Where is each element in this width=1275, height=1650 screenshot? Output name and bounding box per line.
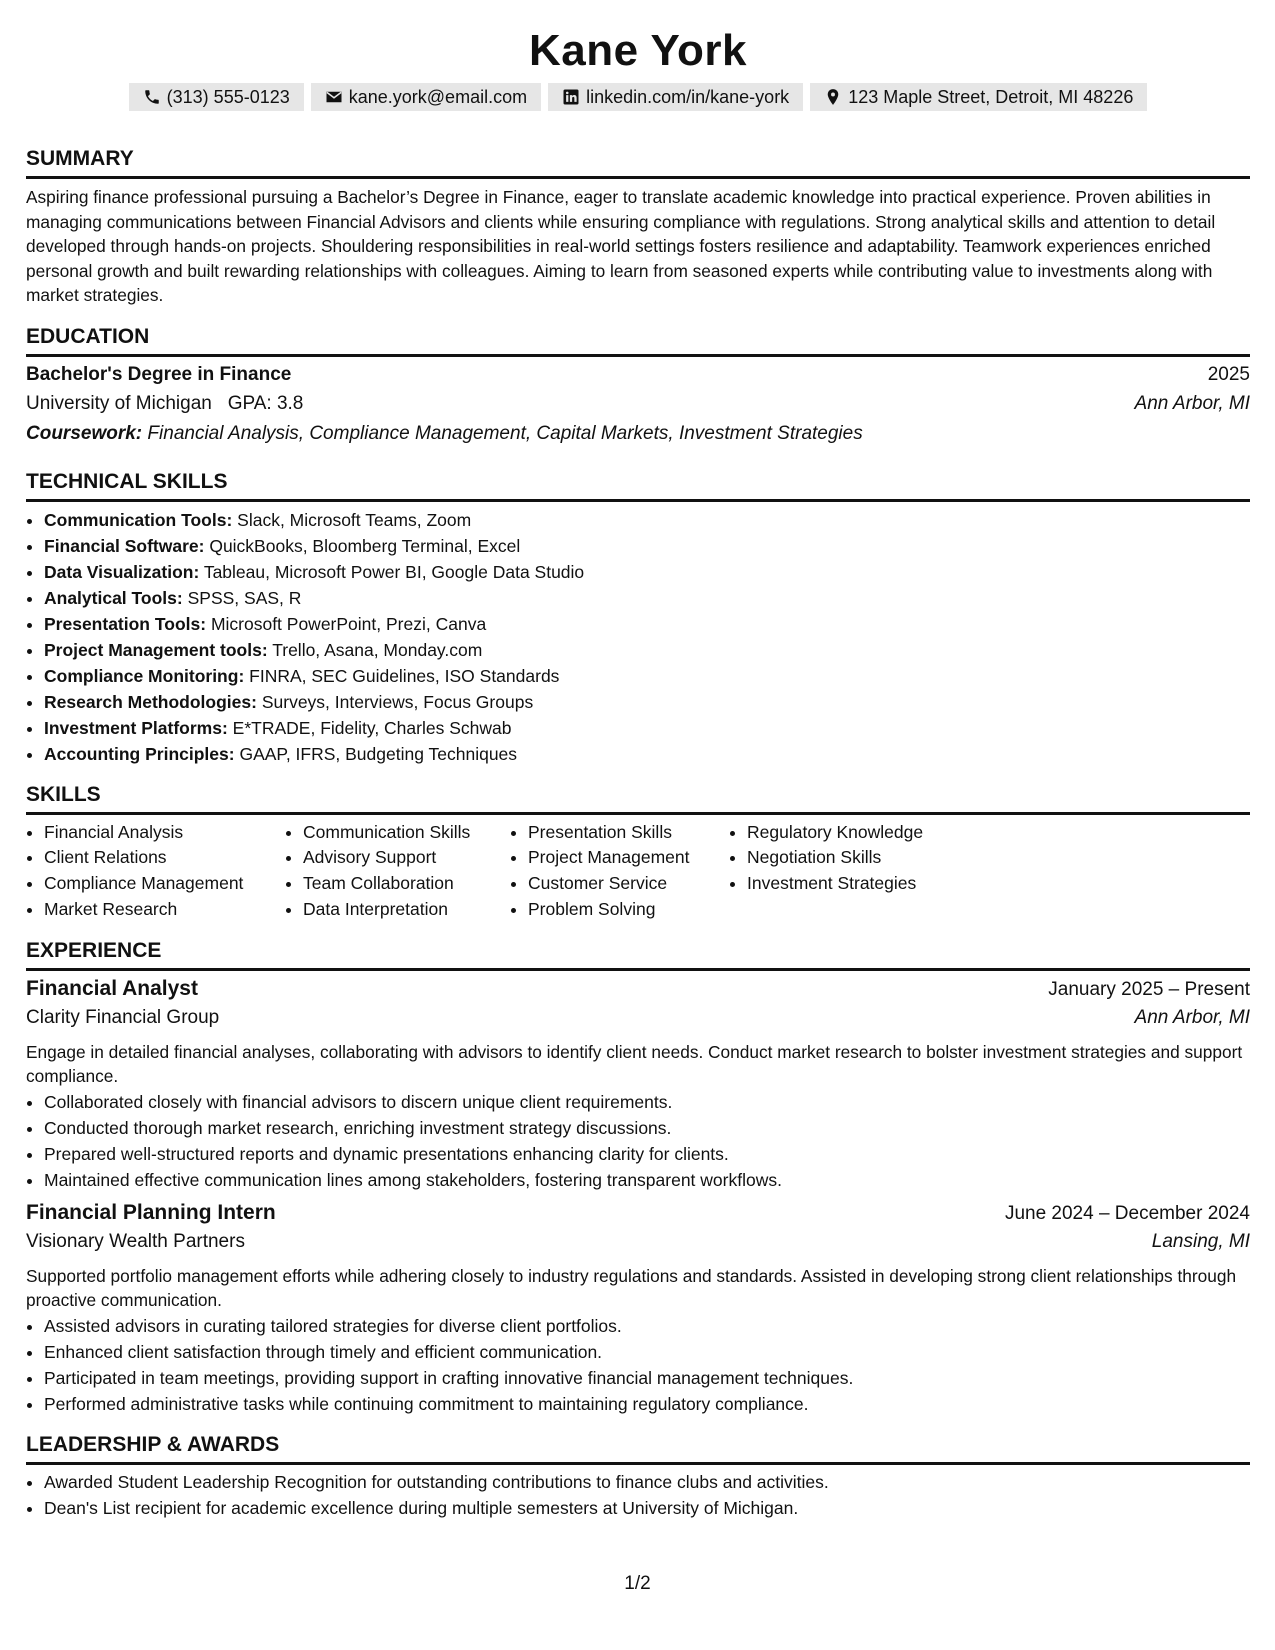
list-item: • Data Interpretation	[303, 897, 510, 923]
contact-address[interactable]	[810, 83, 1147, 111]
list-item: • Prepared well-structured reports and dynamic presentations enhancing clarity for clients.	[44, 1141, 1250, 1167]
job-title: Financial Analyst	[26, 976, 198, 1000]
list-item: • Presentation Skills	[528, 820, 729, 846]
contact-email-text: kane.york@email.com	[348, 87, 528, 107]
company-name: Clarity Financial Group	[26, 1006, 220, 1028]
summary-text: Aspiring finance professional pursuing a Bachelor’s Degree in Finance, eager to translate academic knowledge into practical experience. Proven abilities in managing communications between Financial Advisors and clients while ensuring compliance with regulations. Strong analytical skills and attention to detail developed through hands-on projects. Shouldering responsibilities in real-world settings fosters resilience and adaptability. Teamwork experiences enriched personal growth and built rewarding relationships with colleagues. Aiming to learn from seasoned experts while contributing value to investments along with market strategies.	[26, 187, 1216, 305]
technical-skills-divider	[26, 499, 1250, 502]
skills-columns	[26, 820, 1250, 923]
list-item: • Negotiation Skills	[747, 845, 989, 871]
education-divider	[26, 354, 1250, 357]
leadership-section	[26, 1430, 1250, 1521]
list-item: • Conducted thorough market research, enriching investment strategy discussions.	[44, 1115, 1250, 1141]
coursework-list: Financial Analysis, Compliance Management, Capital Markets, Investment Strategies	[147, 422, 863, 444]
list-item: • Communication Tools: Slack, Microsoft Teams, Zoom	[44, 507, 1250, 533]
list-item: • Regulatory Knowledge	[747, 820, 989, 846]
skills-column-1	[26, 820, 285, 923]
list-item: • Accounting Principles: GAAP, IFRS, Budgeting Techniques	[44, 741, 1250, 767]
list-item: • Advisory Support	[303, 845, 510, 871]
technical-skills-section	[26, 467, 1250, 767]
company-name: Visionary Wealth Partners	[26, 1230, 245, 1252]
experience-divider	[26, 968, 1250, 971]
skills-column-4	[729, 820, 989, 923]
contact-phone[interactable]	[129, 83, 304, 111]
experience-heading: EXPERIENCE	[26, 938, 162, 962]
job-bullets	[26, 1313, 1250, 1417]
job-entry	[26, 977, 1250, 1193]
technical-skills-heading: TECHNICAL SKILLS	[26, 469, 228, 493]
education-school-row	[26, 393, 1250, 423]
envelope-icon	[325, 88, 343, 106]
list-item: • Client Relations	[44, 845, 285, 871]
list-item: • Financial Software: QuickBooks, Bloomberg Terminal, Excel	[44, 533, 1250, 559]
list-item: • Compliance Monitoring: FINRA, SEC Guidelines, ISO Standards	[44, 663, 1250, 689]
technical-skills-list	[26, 507, 1250, 767]
job-description: Supported portfolio management efforts while adhering closely to industry regulations and standards. Assisted in developing strong client relationships through proactive communication.	[26, 1265, 1237, 1311]
list-item: • Financial Analysis	[44, 820, 285, 846]
resume-page	[26, 0, 1250, 1521]
candidate-name: Kane York	[528, 26, 748, 75]
list-item: • Analytical Tools: SPSS, SAS, R	[44, 585, 1250, 611]
education-heading: EDUCATION	[26, 324, 150, 348]
list-item: • Team Collaboration	[303, 871, 510, 897]
coursework-label: Coursework:	[26, 422, 143, 444]
degree-name: Bachelor's Degree in Finance	[26, 363, 292, 385]
list-item: • Dean's List recipient for academic excellence during multiple semesters at University of Michigan.	[44, 1495, 1250, 1521]
job-bullets	[26, 1089, 1250, 1193]
list-item: • Customer Service	[528, 871, 729, 897]
leadership-heading: LEADERSHIP & AWARDS	[26, 1432, 280, 1456]
gpa: GPA: 3.8	[227, 392, 304, 414]
job-description: Engage in detailed financial analyses, collaborating with advisors to identify client needs. Conduct market research to bolster investment strategies and support compliance.	[26, 1041, 1243, 1087]
skills-column-3	[510, 820, 729, 923]
list-item: • Presentation Tools: Microsoft PowerPoint, Prezi, Canva	[44, 611, 1250, 637]
linkedin-icon	[562, 88, 580, 106]
list-item: • Awarded Student Leadership Recognition for outstanding contributions to finance clubs and activities.	[44, 1469, 1250, 1495]
skills-heading: SKILLS	[26, 782, 101, 806]
education-section	[26, 322, 1250, 453]
skills-section	[26, 780, 1250, 923]
job-location: Lansing, MI	[1151, 1230, 1250, 1252]
list-item: • Compliance Management	[44, 871, 285, 897]
list-item: • Participated in team meetings, providing support in crafting innovative financial management techniques.	[44, 1365, 1250, 1391]
school-location: Ann Arbor, MI	[1134, 392, 1250, 414]
list-item: • Project Management tools: Trello, Asana, Monday.com	[44, 637, 1250, 663]
job-dates: January 2025 – Present	[1048, 978, 1250, 1000]
summary-heading: SUMMARY	[26, 147, 134, 170]
list-item: • Assisted advisors in curating tailored strategies for diverse client portfolios.	[44, 1313, 1250, 1339]
list-item: • Enhanced client satisfaction through timely and efficient communication.	[44, 1339, 1250, 1365]
job-entry	[26, 1201, 1250, 1417]
list-item: • Market Research	[44, 897, 285, 923]
job-dates: June 2024 – December 2024	[1004, 1202, 1250, 1224]
school-name: University of Michigan	[26, 392, 212, 414]
summary-section	[26, 144, 1250, 308]
graduation-year: 2025	[1207, 363, 1250, 385]
contact-linkedin-text: linkedin.com/in/kane-york	[586, 87, 790, 107]
list-item: • Maintained effective communication lines among stakeholders, fostering transparent workflows.	[44, 1167, 1250, 1193]
coursework	[26, 423, 1250, 453]
leadership-list	[26, 1469, 1250, 1521]
list-item: • Project Management	[528, 845, 729, 871]
page-number: 1/2	[624, 1573, 651, 1594]
phone-icon	[143, 88, 161, 106]
summary-divider	[26, 176, 1250, 179]
list-item: • Data Visualization: Tableau, Microsoft Power BI, Google Data Studio	[44, 559, 1250, 585]
contact-phone-text: (313) 555-0123	[166, 87, 290, 107]
list-item: • Collaborated closely with financial advisors to discern unique client requirements.	[44, 1089, 1250, 1115]
leadership-divider	[26, 1462, 1250, 1465]
list-item: • Investment Platforms: E*TRADE, Fidelity, Charles Schwab	[44, 715, 1250, 741]
skills-column-2	[285, 820, 510, 923]
skills-divider	[26, 812, 1250, 815]
list-item: • Research Methodologies: Surveys, Interviews, Focus Groups	[44, 689, 1250, 715]
experience-section	[26, 936, 1250, 1417]
list-item: • Communication Skills	[303, 820, 510, 846]
contact-address-text: 123 Maple Street, Detroit, MI 48226	[848, 87, 1134, 107]
contact-linkedin[interactable]	[548, 83, 803, 111]
job-title: Financial Planning Intern	[26, 1200, 276, 1224]
list-item: • Investment Strategies	[747, 871, 989, 897]
contact-email[interactable]	[311, 83, 541, 111]
contact-bar	[26, 83, 1250, 111]
education-degree-row	[26, 364, 1250, 393]
list-item: • Problem Solving	[528, 897, 729, 923]
location-pin-icon	[824, 88, 842, 106]
job-location: Ann Arbor, MI	[1134, 1006, 1250, 1028]
list-item: • Performed administrative tasks while continuing commitment to maintaining regulatory compliance.	[44, 1391, 1250, 1417]
